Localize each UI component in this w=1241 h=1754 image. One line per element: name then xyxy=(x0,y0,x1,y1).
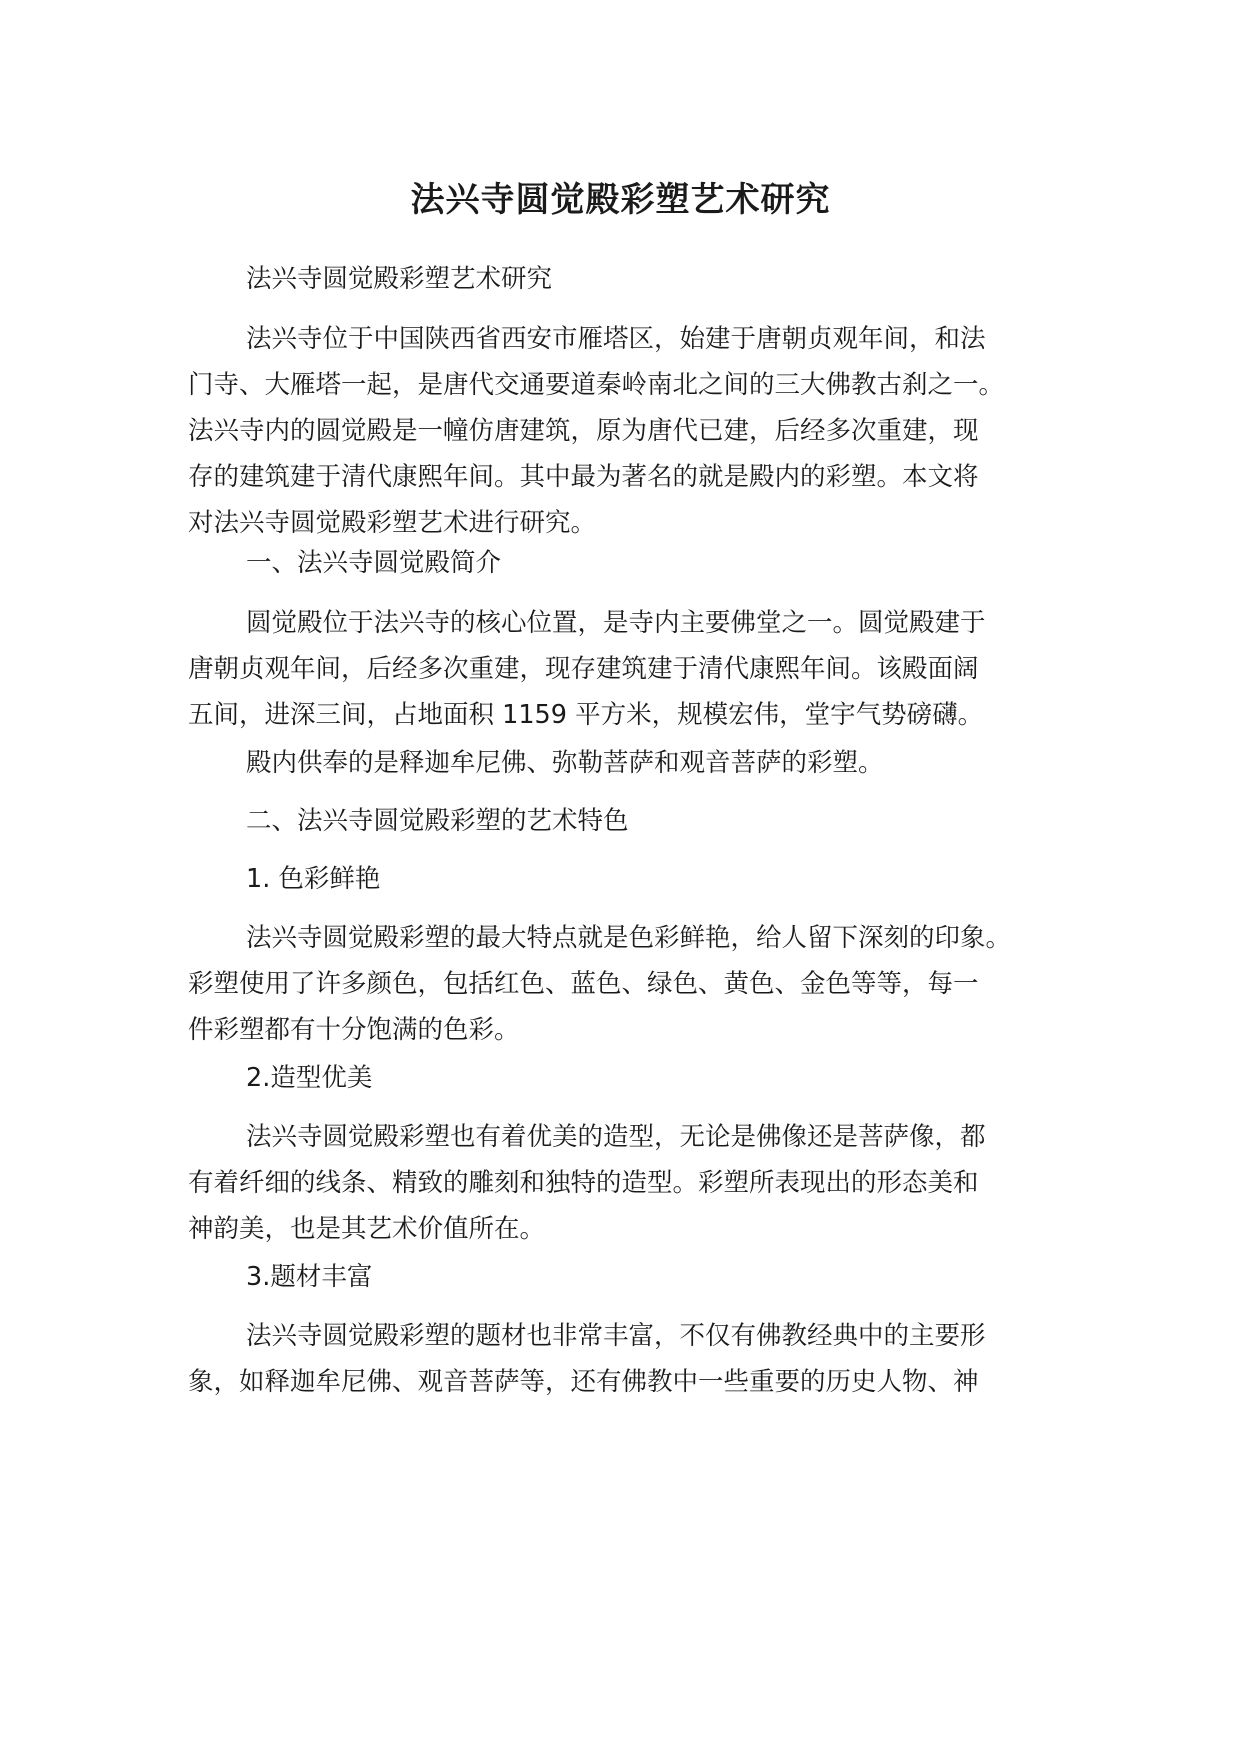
text-line: 彩塑使用了许多颜色，包括红色、蓝色、绿色、黄色、金色等等，每一 xyxy=(188,969,979,999)
subtitle-paragraph xyxy=(188,256,1068,302)
text-line: 2.造型优美 xyxy=(246,1063,373,1093)
text-line: 件彩塑都有十分饱满的色彩。 xyxy=(188,1015,520,1045)
text-line: 唐朝贞观年间，后经多次重建，现存建筑建于清代康熙年间。该殿面阔 xyxy=(188,654,979,684)
subheading-color xyxy=(188,856,1068,902)
intro-paragraph xyxy=(188,316,1068,546)
text-line: 3.题材丰富 xyxy=(246,1262,373,1292)
text-line: 法兴寺圆觉殿彩塑也有着优美的造型，无论是佛像还是菩萨像，都 xyxy=(246,1122,986,1152)
text-line: 法兴寺内的圆觉殿是一幢仿唐建筑，原为唐代已建，后经多次重建，现 xyxy=(188,416,979,446)
section-heading-2 xyxy=(188,798,1068,844)
page-title: 法兴寺圆觉殿彩塑艺术研究 xyxy=(410,180,831,220)
color-paragraph xyxy=(188,915,1068,1053)
text-line: 法兴寺圆觉殿彩塑的题材也非常丰富，不仅有佛教经典中的主要形 xyxy=(246,1321,986,1351)
subheading-shape xyxy=(188,1055,1068,1101)
text-line: 对法兴寺圆觉殿彩塑艺术进行研究。 xyxy=(188,508,597,538)
section-heading-1 xyxy=(188,540,1068,586)
text-line: 1. 色彩鲜艳 xyxy=(246,864,381,894)
text-line: 一、法兴寺圆觉殿简介 xyxy=(246,548,502,578)
text-line: 圆觉殿位于法兴寺的核心位置，是寺内主要佛堂之一。圆觉殿建于 xyxy=(246,608,986,638)
hall-intro-paragraph xyxy=(188,600,1068,738)
text-line: 二、法兴寺圆觉殿彩塑的艺术特色 xyxy=(246,806,629,836)
subheading-themes xyxy=(188,1254,1068,1300)
text-line: 殿内供奉的是释迦牟尼佛、弥勒菩萨和观音菩萨的彩塑。 xyxy=(246,748,884,778)
text-line: 象，如释迦牟尼佛、观音菩萨等，还有佛教中一些重要的历史人物、神 xyxy=(188,1367,979,1397)
text-line: 法兴寺位于中国陕西省西安市雁塔区，始建于唐朝贞观年间，和法 xyxy=(246,324,986,354)
shape-paragraph xyxy=(188,1114,1068,1252)
themes-paragraph xyxy=(188,1313,1068,1405)
text-line: 五间，进深三间，占地面积 1159 平方米，规模宏伟，堂宇气势磅礴。 xyxy=(188,700,984,730)
text-line: 门寺、大雁塔一起，是唐代交通要道秦岭南北之间的三大佛教古刹之一。 xyxy=(188,370,1005,400)
statues-paragraph xyxy=(188,740,1068,786)
text-line: 法兴寺圆觉殿彩塑的最大特点就是色彩鲜艳，给人留下深刻的印象。 xyxy=(246,923,1012,953)
text-line: 神韵美，也是其艺术价值所在。 xyxy=(188,1214,546,1244)
text-line: 存的建筑建于清代康熙年间。其中最为著名的就是殿内的彩塑。本文将 xyxy=(188,462,979,492)
text-line: 法兴寺圆觉殿彩塑艺术研究 xyxy=(246,264,553,294)
text-line: 有着纤细的线条、精致的雕刻和独特的造型。彩塑所表现出的形态美和 xyxy=(188,1168,979,1198)
